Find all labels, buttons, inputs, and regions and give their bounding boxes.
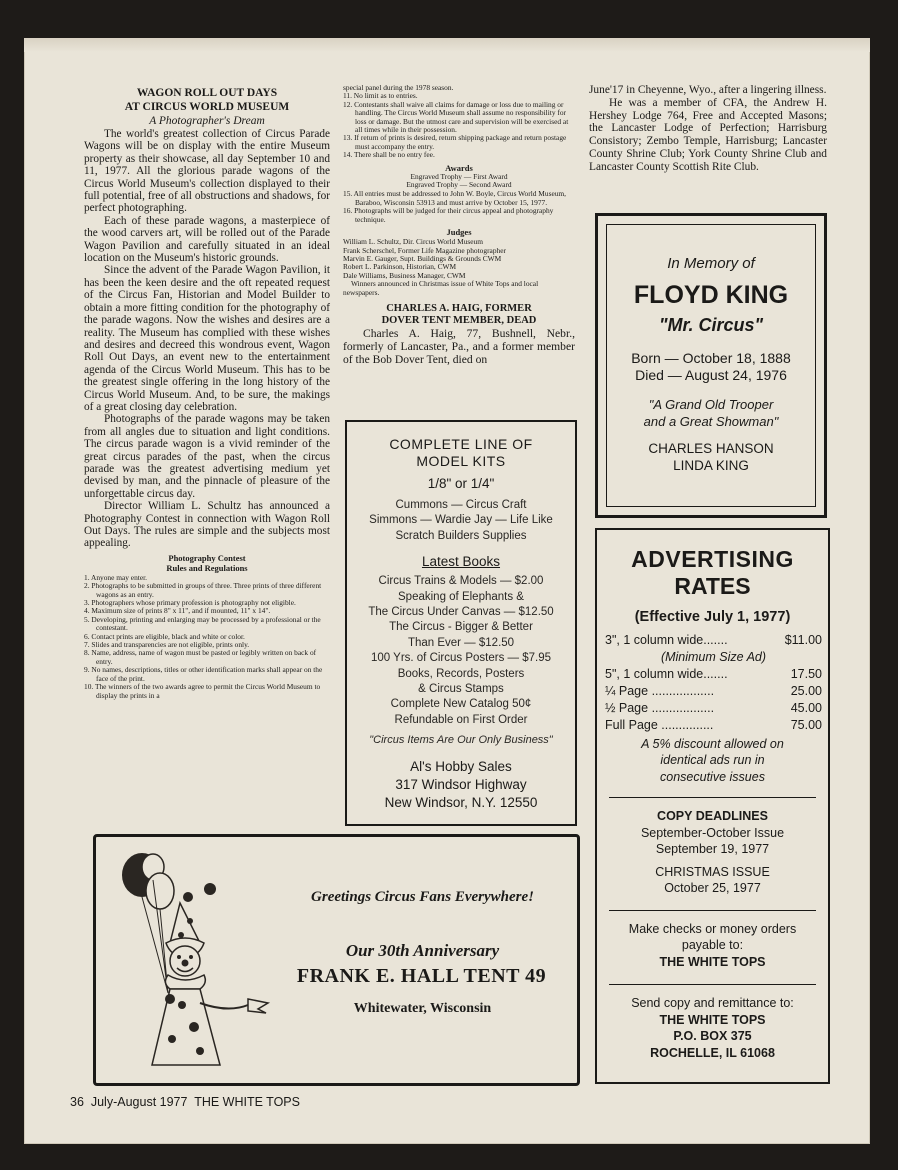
judge-item: William L. Schultz, Dir. Circus World Museum: [343, 237, 483, 247]
rule-item: 4. Maximum size of prints 8" x 11", and if mounted, 11" x 14".: [84, 606, 271, 616]
rule-item: 9. No names, descriptions, titles or other identification marks shall appear on the face of the print.: [84, 665, 323, 683]
rates-discount: A 5% discount allowed on: [641, 736, 784, 751]
rule-item: 15. All entries must be addressed to John W. Boyle, Circus World Museum, Baraboo, Wisconsin 53913 and must arrive by October 15, 1977.: [343, 189, 567, 207]
rate-row: [605, 683, 822, 700]
article-subtitle: A Photographer's Dream: [149, 115, 265, 127]
obituary-title-line2: DOVER TENT MEMBER, DEAD: [381, 314, 537, 326]
memorial-born: Born — October 18, 1888: [631, 350, 791, 366]
book-item: Than Ever — $12.50: [407, 636, 515, 649]
tent-name: FRANK E. HALL TENT 49: [296, 965, 547, 987]
send-city: ROCHELLE, IL 61068: [650, 1045, 775, 1060]
book-item: Speaking of Elephants &: [398, 590, 524, 603]
advertising-rates-box: [595, 528, 830, 1084]
awards-heading: Awards: [445, 162, 473, 173]
article-paragraph: Photographs of the parade wagons may be taken from all angles due to situation and light conditions. The circus parade wagon is a vivid reminder of the great circus parades of the past, when the circus parade was the greatest advertising medium yet devised by man, and the pinnacle of pleasure of the unforgettable circus day.: [84, 413, 330, 500]
award-item: Engraved Trophy — First Award: [410, 171, 508, 181]
rate-label: ½ Page ..................: [605, 700, 715, 715]
rate-row: [605, 666, 822, 683]
page-footer: [70, 1095, 300, 1109]
rates-title: ADVERTISING: [631, 546, 794, 572]
checks-line: Make checks or money orders: [628, 921, 797, 936]
book-item: Refundable on First Order: [394, 713, 528, 726]
award-item: Engraved Trophy — Second Award: [406, 180, 512, 190]
rate-label: 3", 1 column wide.......: [605, 633, 728, 647]
rule-item: 12. Contestants shall waive all claims for damage or loss due to mailing or handling. The Circus World Museum shall assume no responsibility for loss or damage. But the utmost care and supervision will be exercised at all times while in their possession.: [343, 99, 569, 135]
kits-headline: COMPLETE LINE OF: [389, 436, 533, 452]
rate-price: 25.00: [790, 683, 822, 698]
article-paragraph: Each of these parade wagons, a masterpiece of the wood carvers art, will be rolled out of the Parade Wagon Pavilion and carefully situated in an ideal location on the Museum's historic grounds.: [84, 214, 330, 265]
obituary-paragraph: He was a member of CFA, the Andrew H. Hershey Lodge 764, Free and Accepted Masons; the Lancaster Lodge of Perfection; Harrisburg Consistory; Zembo Temple, Harrisburg; Lancaster County Shrine Club; York County Shrine Club and Lancaster County Scottish Rite Club.: [589, 96, 827, 173]
judges-note: Winners announced in Christmas issue of White Tops and local newspapers.: [343, 279, 539, 297]
rates-discount-3: consecutive issues: [660, 769, 765, 784]
rate-price: 75.00: [790, 717, 822, 732]
book-item: Circus Trains & Models — $2.00: [378, 575, 544, 588]
rule-item: 13. If return of prints is desired, return shipping package and return postage must accompany the entry.: [343, 133, 567, 151]
obituary-paragraph: Charles A. Haig, 77, Bushnell, Nebr., formerly of Lancaster, Pa., and a former member of the Bob Dover Tent, died on: [343, 326, 575, 366]
send-name: THE WHITE TOPS: [659, 1012, 766, 1027]
book-item: The Circus Under Canvas — $12.50: [368, 606, 554, 619]
issue-date: July-August 1977: [90, 1095, 188, 1109]
deadline-line: October 25, 1977: [664, 881, 761, 895]
rate-price: 17.50: [790, 666, 822, 681]
rule-item: 11. No limit as to entries.: [343, 91, 418, 101]
rules-list-final: [343, 190, 575, 224]
article-paragraph: Director William L. Schultz has announced a Photography Contest in connection with Wagon Roll Out Days. The rules are simple and the subjects most appealing.: [84, 500, 330, 550]
article-title-line1: WAGON ROLL OUT DAYS: [136, 87, 278, 99]
kits-brands: Cummons — Circus Craft: [395, 499, 527, 511]
send-line: Send copy and remittance to:: [631, 996, 794, 1010]
shop-city: New Windsor, N.Y. 12550: [384, 794, 538, 810]
kits-brands: Scratch Builders Supplies: [395, 529, 527, 542]
kits-headline-2: MODEL KITS: [416, 453, 506, 469]
rule-item: 14. There shall be no entry fee.: [343, 150, 435, 160]
rules-continued: [343, 84, 575, 366]
rule-item: 6. Contact prints are eligible, black and white or color.: [84, 631, 245, 641]
page-number: 36: [70, 1095, 84, 1109]
article-paragraph: The world's greatest collection of Circus Parade Wagons will be on display with the entire Museum property as their showcase, all day September 10 and 11, 1977. All the glorious parade wagons of the Circus World Museum's collection displayed to their full potential, free of all obstructions and shadows, for perfect photographing.: [84, 128, 330, 215]
rate-label: ¼ Page ..................: [605, 683, 715, 698]
rates-title-2: RATES: [674, 573, 751, 599]
deadline-line: September 19, 1977: [655, 842, 770, 856]
tent-greeting: Greetings Circus Fans Everywhere!: [311, 889, 534, 905]
rates-minimum: (Minimum Size Ad): [660, 650, 767, 664]
rule-item: 2. Photographs to be submitted in groups of three. Three prints of three different wagons as an entry.: [84, 581, 322, 599]
rate-label: 5", 1 column wide.......: [605, 666, 728, 681]
judge-item: Robert L. Parkinson, Historian, CWM: [343, 262, 457, 272]
obituary-title-line1: CHARLES A. HAIG, FORMER: [386, 302, 532, 314]
rule-item: 5. Developing, printing and enlarging may be processed by a professional or the contestant.: [84, 614, 321, 633]
divider: [609, 797, 816, 798]
rules-list-continued: [343, 84, 575, 160]
book-item: The Circus - Bigger & Better: [389, 621, 533, 634]
kits-brands: Simmons — Wardie Jay — Life Like: [369, 514, 553, 527]
rule-item: special panel during the 1978 season.: [343, 83, 454, 92]
tent-anniversary: Our 30th Anniversary: [345, 941, 500, 960]
memorial-quote-2: and a Great Showman": [643, 414, 779, 429]
memorial-signer: LINDA KING: [673, 458, 749, 473]
shop-name: Al's Hobby Sales: [410, 758, 512, 774]
tent-place: Whitewater, Wisconsin: [353, 1001, 492, 1016]
magazine-name: THE WHITE TOPS: [194, 1095, 300, 1109]
divider: [609, 984, 816, 985]
tent-49-ad: [93, 834, 580, 1086]
kits-slogan: "Circus Items Are Our Only Business": [369, 734, 553, 747]
rule-item: 3. Photographers whose primary profession is photography not eligible.: [84, 598, 296, 608]
judge-item: Frank Scherschel, Former Life Magazine photographer: [343, 245, 506, 255]
rate-label: Full Page ...............: [605, 717, 714, 732]
memorial-ad: [595, 213, 827, 518]
kits-scale: 1/8" or 1/4": [427, 476, 495, 491]
rate-row: [605, 632, 822, 649]
rule-item: 10. The winners of the two awards agree to permit the Circus World Museum to display the prints in a: [84, 682, 321, 700]
rates-effective: (Effective July 1, 1977): [634, 609, 791, 625]
send-box: P.O. BOX 375: [673, 1029, 752, 1043]
article-paragraph: Since the advent of the Parade Wagon Pavilion, it has been the keen desire and the oft repeated request of the Circus Fan, Historian and Model Builder to obtain a more fitting condition for the photography of the parade wagons. Now the wishes and desires are a reality. The Museum has complied with these wishes and desires and decreed this wondrous event, Wagon Roll Out Days, an event new to the entertainment agenda of the Circus World Museum. This has to be the greatest single offering in the long history of the Circus World Museum. And, to be sure, the makings of a great closing day celebration.: [84, 264, 330, 413]
checks-line: payable to:: [681, 938, 744, 952]
book-item: & Circus Stamps: [418, 683, 504, 696]
rule-item: 16. Photographs will be judged for their circus appeal and photography technique.: [343, 206, 554, 224]
deadline-line: CHRISTMAS ISSUE: [655, 864, 770, 879]
memorial-died: Died — August 24, 1976: [635, 367, 787, 383]
obituary-paragraph: June'17 in Cheyenne, Wyo., after a lingering illness.: [589, 84, 827, 96]
memorial-name: FLOYD KING: [633, 281, 789, 309]
rates-discount-2: identical ads run in: [660, 753, 765, 767]
book-item: Complete New Catalog 50¢: [390, 698, 532, 711]
divider: [609, 910, 816, 911]
contest-heading: Photography Contest: [168, 552, 246, 563]
memorial-nickname: "Mr. Circus": [658, 315, 764, 335]
judge-item: Dale Williams, Business Manager, CWM: [343, 270, 466, 280]
book-item: 100 Yrs. of Circus Posters — $7.95: [370, 652, 552, 665]
rates-table: [605, 632, 822, 734]
rule-item: 8. Name, address, name of wagon must be pasted or legibly written on back of entry.: [84, 648, 317, 666]
in-memory-label: In Memory of: [667, 255, 755, 272]
rate-price: 45.00: [790, 700, 822, 715]
memorial-content: [598, 254, 824, 474]
memorial-signer: CHARLES HANSON: [648, 441, 774, 456]
book-item: Books, Records, Posters: [397, 667, 525, 680]
judge-item: Marvin E. Gauger, Supt. Buildings & Grounds CWM: [343, 253, 502, 263]
judges-heading: Judges: [446, 227, 472, 238]
deadlines-heading: COPY DEADLINES: [657, 809, 768, 823]
contest-subheading: Rules and Regulations: [166, 562, 248, 573]
model-kits-ad: [345, 420, 577, 826]
rule-item: 7. Slides and transparencies are not eligible, prints only.: [84, 640, 250, 650]
rate-row: [605, 700, 822, 717]
obituary-continued: [589, 84, 827, 174]
article-wagon-roll-out: [84, 86, 330, 700]
rate-row: [605, 717, 822, 734]
checks-payee: THE WHITE TOPS: [659, 954, 766, 969]
deadline-line: September-October Issue: [640, 825, 785, 840]
shop-street: 317 Windsor Highway: [395, 776, 527, 792]
memorial-quote: "A Grand Old Trooper: [648, 397, 774, 412]
rule-item: 1. Anyone may enter.: [84, 572, 148, 582]
books-heading: Latest Books: [421, 554, 501, 570]
rules-list: [84, 574, 330, 700]
clown-illustration: [108, 843, 273, 1077]
rate-price: $11.00: [784, 633, 822, 647]
article-title-line2: AT CIRCUS WORLD MUSEUM: [124, 101, 290, 113]
